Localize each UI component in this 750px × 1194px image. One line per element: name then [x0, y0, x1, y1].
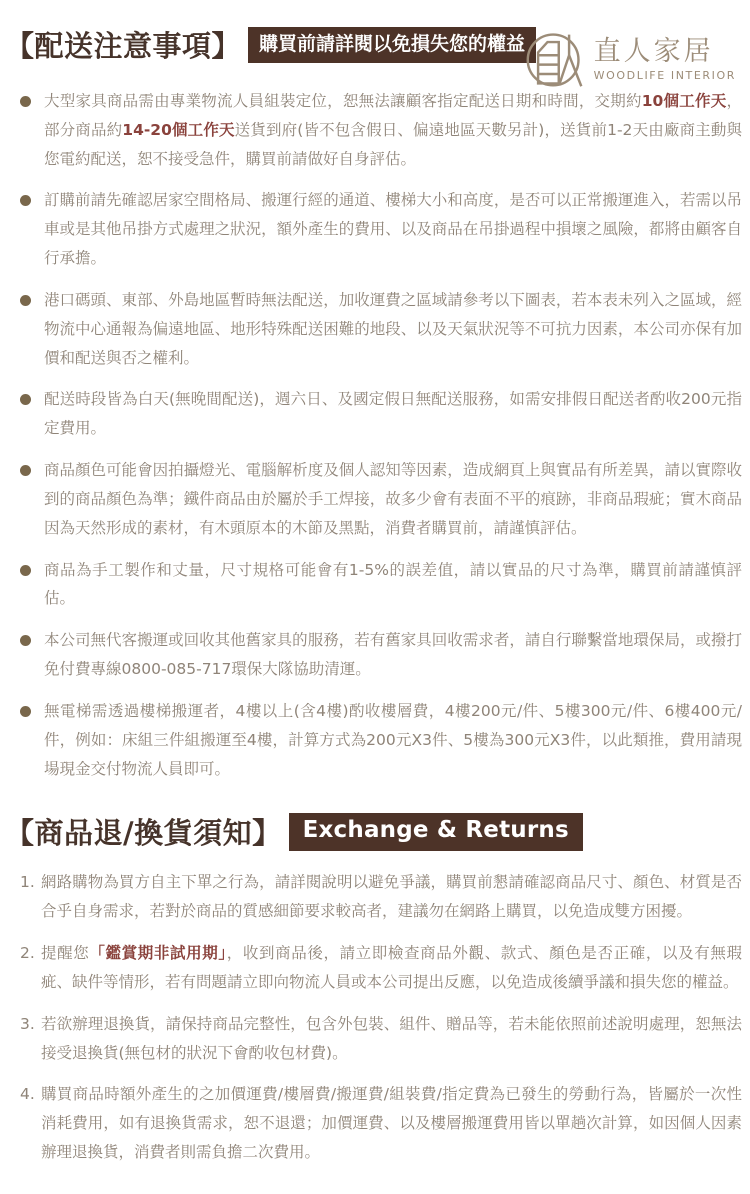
- bullet-icon: [20, 565, 31, 576]
- note-text: 訂購前請先確認居家空間格局、搬運行經的通道、樓梯大小和高度，是否可以正常搬運進入，若需以吊車或是其他吊掛方式處理之狀況，額外產生的費用、以及商品在吊掛過程中損壞之風險，都將由顧客自行承擔。: [44, 191, 742, 268]
- note-text: 商品為手工製作和丈量，尺寸規格可能會有1-5%的誤差值，請以實品的尺寸為準，購買前請謹慎評估。: [44, 560, 742, 608]
- note-text: 大型家具商品需由專業物流人員組裝定位，恕無法讓顧客指定配送日期和時間，交期約: [44, 92, 642, 110]
- returns-badge: Exchange & Returns: [289, 813, 583, 851]
- note-text: 商品顏色可能會因拍攝燈光、電腦解析度及個人認知等因素，造成網頁上與實品有所差異，請以實際收到的商品顏色為準；鐵件商品由於屬於手工焊接，故多少會有表面不平的痕跡，非商品瑕疵；實木商品因為天然形成的素材，有木頭原本的木節及黑點，消費者購買前，請謹慎評估。: [44, 461, 742, 537]
- returns-title: 【商品退/換貨須知】: [5, 816, 282, 851]
- shipping-badge: 購買前請詳閱以免損失您的權益: [248, 27, 536, 63]
- note-number: 3.: [20, 1014, 35, 1033]
- returns-note-item: [20, 868, 742, 926]
- bullet-icon: [20, 295, 31, 306]
- shipping-note-item: [20, 556, 742, 614]
- brand-logo-icon: [524, 28, 586, 90]
- shipping-title: 【配送注意事項】: [5, 29, 242, 63]
- shipping-header: [5, 24, 744, 83]
- shipping-note-item: [20, 186, 742, 272]
- shipping-note-item: [20, 697, 742, 783]
- bullet-icon: [20, 465, 31, 476]
- note-text: 若欲辦理退換貨，請保持商品完整性，包含外包裝、組件、贈品等，若未能依照前述說明處理，恕無法接受退換貨(無包材的狀況下會酌收包材費)。: [41, 1014, 742, 1062]
- note-text: ，收到商品後，請立即檢查商品外觀、款式、顏色是否正確，以及有無瑕疵、缺件等情形，若有問題請立即向物流人員或本公司提出反應，以免造成後續爭議和損失您的權益。: [41, 944, 742, 991]
- shipping-note-item: [20, 385, 742, 443]
- note-text: 無電梯需透過樓梯搬運者，4樓以上(含4樓)酌收樓層費，4樓200元/件、5樓300元/件、6樓400元/件，例如：床組三件組搬運至4樓，計算方式為200元X3件、5樓為300元X3件，以此類推，費用請現場現金交付物流人員即可。: [44, 701, 742, 778]
- emphasis-text: 10個工作天: [641, 92, 727, 110]
- shipping-note-item: [20, 456, 742, 542]
- returns-notes-list: [5, 868, 744, 1166]
- note-text: 港口碼頭、東部、外島地區暫時無法配送，加收運費之區域請參考以下圖表，若本表未列入之區域，經物流中心通報為偏遠地區、地形特殊配送困難的地段、以及天氣狀況等不可抗力因素，本公司亦保有加價和配送與否之權利。: [44, 290, 742, 367]
- note-text: 提醒您: [41, 944, 90, 963]
- note-text: 本公司無代客搬運或回收其他舊家具的服務，若有舊家具回收需求者，請自行聯繫當地環保局，或撥打免付費專線0800-085-717環保大隊協助清運。: [44, 631, 742, 679]
- bullet-icon: [20, 96, 31, 107]
- note-text: 送貨到府(皆不包含假日、偏遠地區天數另計)，送貨前1-2天由廠商主動與您電約配送，恕不接受急件，購買前請做好自身評估。: [44, 120, 742, 168]
- note-text: 購買商品時額外產生的之加價運費/樓層費/搬運費/組裝費/指定費為已發生的勞動行為，皆屬於一次性消耗費用，如有退換貨需求，恕不退還；加價運費、以及樓層搬運費用皆以單趟次計算，如因個人因素辦理退換貨，消費者則需負擔二次費用。: [41, 1085, 742, 1162]
- brand-logo-text: [594, 36, 736, 82]
- bullet-icon: [20, 706, 31, 717]
- shipping-note-item: [20, 626, 742, 684]
- note-number: 2.: [20, 944, 35, 963]
- note-text: 網路購物為買方自主下單之行為，請詳閱說明以避免爭議，購買前懇請確認商品尺寸、顏色、材質是否合乎自身需求，若對於商品的質感細節要求較高者，建議勿在網路上購買，以免造成雙方困擾。: [41, 873, 742, 921]
- bullet-icon: [20, 635, 31, 646]
- brand-logo: [524, 28, 736, 90]
- note-text: ，部分商品約: [44, 92, 742, 139]
- note-text: 配送時段皆為白天(無晚間配送)，週六日、及國定假日無配送服務，如需安排假日配送者酌收200元指定費用。: [44, 390, 742, 438]
- brand-subtitle: WOODLIFE INTERIOR: [593, 69, 736, 83]
- emphasis-text: 14-20個工作天: [122, 120, 235, 139]
- returns-note-item: [20, 1010, 742, 1068]
- bullet-icon: [20, 394, 31, 405]
- returns-header: [5, 811, 744, 852]
- emphasis-text: 「鑑賞期非試用期」: [89, 944, 227, 963]
- bullet-icon: [20, 195, 31, 206]
- brand-name: 直人家居: [593, 35, 714, 67]
- returns-note-item: [20, 1080, 742, 1166]
- note-number: 1.: [20, 873, 35, 892]
- note-number: 4.: [20, 1085, 35, 1104]
- shipping-note-item: [20, 87, 742, 173]
- shipping-note-item: [20, 286, 742, 372]
- returns-note-item: [20, 939, 742, 997]
- shipping-notes-list: [5, 87, 744, 783]
